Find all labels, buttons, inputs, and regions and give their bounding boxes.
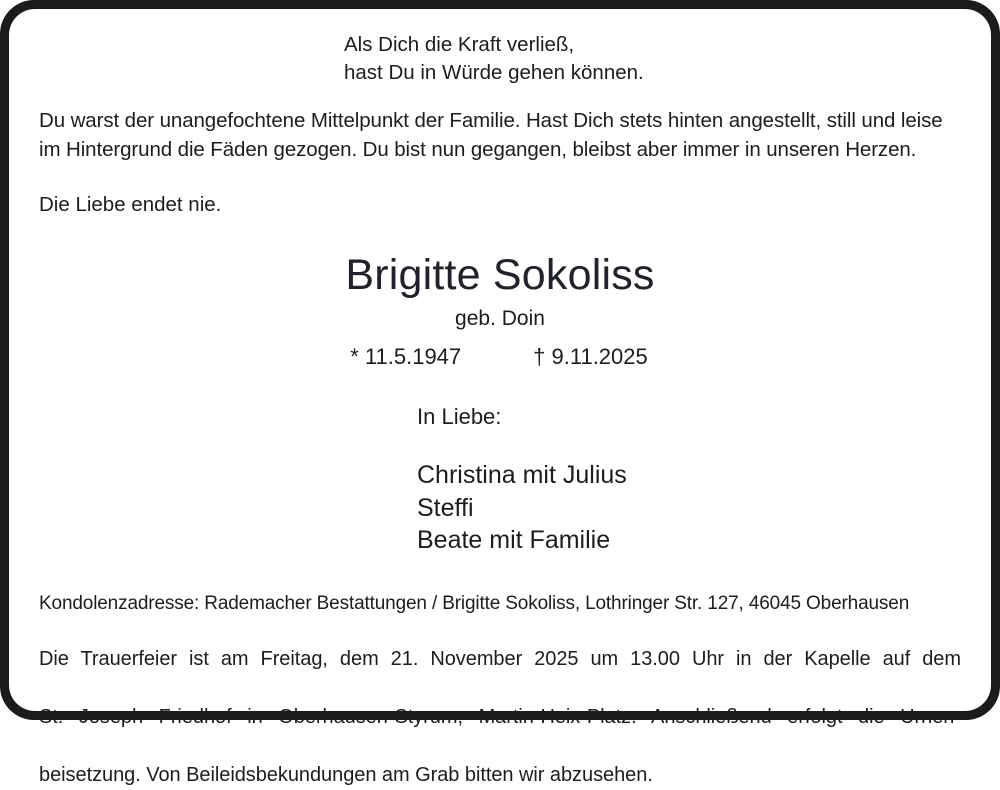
- opening-verse-line-2: hast Du in Würde gehen können.: [344, 61, 644, 84]
- opening-verse-line-1: Als Dich die Kraft verließ,: [344, 33, 575, 56]
- opening-verse: [39, 31, 961, 87]
- ceremony-line-3: beisetzung. Von Beileidsbekundungen am Grab bitten wir abzusehen.: [39, 763, 653, 786]
- deceased-name: Brigitte Sokoliss: [345, 251, 655, 299]
- deceased-maiden-name: geb. Doin: [455, 307, 545, 330]
- closing-line: Die Liebe endet nie.: [39, 193, 222, 216]
- body-paragraph-line-2: im Hintergrund die Fäden gezogen. Du bist nun gegangen, bleibst aber immer in unseren Herzen.: [39, 137, 917, 161]
- deceased-block: [39, 250, 961, 371]
- body-paragraph: [39, 107, 961, 164]
- ceremony-line-1: Die Trauerfeier ist am Freitag, dem 21. November 2025 um 13.00 Uhr in der Kapelle auf dem: [39, 647, 961, 670]
- condolence-address: Kondolenzadresse: Rademacher Bestattungen / Brigitte Sokoliss, Lothringer Str. 127, 46045 Oberhausen: [39, 592, 910, 614]
- list-item: Steffi: [417, 493, 474, 522]
- ceremony-details: [39, 645, 961, 790]
- list-item: Beate mit Familie: [417, 526, 611, 554]
- ceremony-line-2: St. Joseph Friedhof in Oberhausen-Styrum, Martin-Heix-Platz. Anschließend erfolgt die Urnen-: [39, 705, 961, 728]
- body-paragraph-line-1: Du warst der unangefochtene Mittelpunkt der Familie. Hast Dich stets hinten angestellt, still und leise: [39, 109, 943, 132]
- obituary-card: [9, 9, 991, 786]
- mourners-block: [39, 403, 961, 557]
- mourners-list: [417, 459, 961, 557]
- birth-date: * 11.5.1947: [350, 344, 462, 369]
- list-item: Christina mit Julius: [417, 461, 627, 489]
- mourners-intro: In Liebe:: [417, 404, 502, 429]
- death-date: † 9.11.2025: [533, 344, 648, 369]
- deceased-dates: [39, 343, 961, 371]
